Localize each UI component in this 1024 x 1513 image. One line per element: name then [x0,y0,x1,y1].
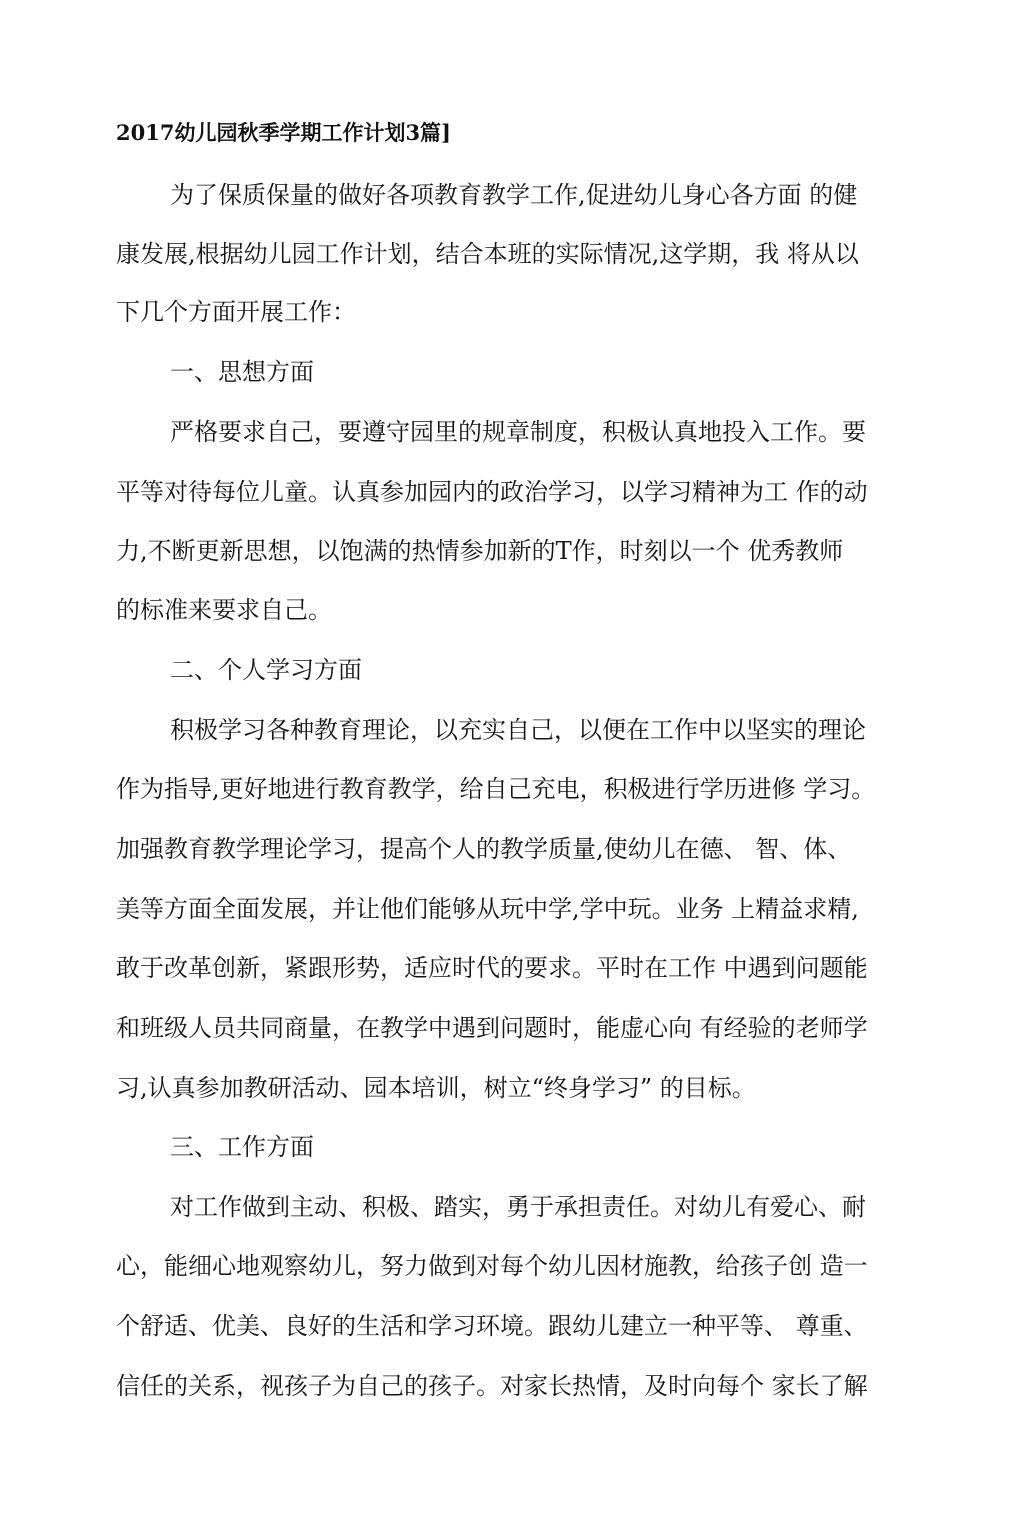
paragraph-2-line-7: 习,认真参加教研活动、园本培训，树立“终身学习” 的目标。 [116,1074,756,1102]
paragraph-3-line-2: 心，能细心地观察幼儿，努力做到对每个幼儿因材施教，给孩子创 造一 [116,1252,868,1280]
paragraph-2-line-4: 美等方面全面发展，并让他们能够从玩中学,学中玩。业务 上精益求精, [116,895,859,923]
paragraph-1-line-3: 力,不断更新思想，以饱满的热情参加新的T作，时刻以一个 优秀教师 [116,537,844,565]
section-heading-3: 三、工作方面 [170,1133,314,1161]
paragraph-2-line-3: 加强教育教学理论学习，提高个人的教学质量,使幼儿在德、 智、体、 [116,835,852,863]
paragraph-2-line-1: 积极学习各种教育理论，以充实自己，以便在工作中以坚实的理论 [170,716,866,744]
paragraph-3-line-3: 个舒适、优美、良好的生活和学习环境。跟幼儿建立一种平等、 尊重、 [116,1312,868,1340]
paragraph-2-line-5: 敢于改革创新，紧跟形势，适应时代的要求。平时在工作 中遇到问题能 [116,954,868,982]
paragraph-3-line-1: 对工作做到主动、积极、踏实，勇于承担责任。对幼儿有爱心、耐 [170,1193,866,1221]
paragraph-intro-line-3: 下几个方面开展工作： [116,298,356,326]
paragraph-1-line-4: 的标准来要求自己。 [116,596,332,624]
paragraph-2-line-6: 和班级人员共同商量，在教学中遇到问题时，能虚心向 有经验的老师学 [116,1014,868,1042]
paragraph-1-line-2: 平等对待每位儿童。认真参加园内的政治学习，以学习精神为工 作的动 [116,478,868,506]
paragraph-1-line-1: 严格要求自己，要遵守园里的规章制度，积极认真地投入工作。要 [170,418,866,446]
document-title: 2017幼儿园秋季学期工作计划3篇] [116,120,451,145]
paragraph-intro-line-2: 康发展,根据幼儿园工作计划，结合本班的实际情况,这学期，我 将从以 [116,240,859,268]
paragraph-3-line-4: 信任的关系，视孩子为自己的孩子。对家长热情，及时向每个 家长了解 [116,1372,868,1400]
section-heading-1: 一、思想方面 [170,358,314,386]
section-heading-2: 二、个人学习方面 [170,656,362,684]
paragraph-intro-line-1: 为了保质保量的做好各项教育教学工作,促进幼儿身心各方面 的健 [170,181,858,209]
paragraph-2-line-2: 作为指导,更好地进行教育教学，给自己充电，积极进行学历进修 学习。 [116,775,876,803]
